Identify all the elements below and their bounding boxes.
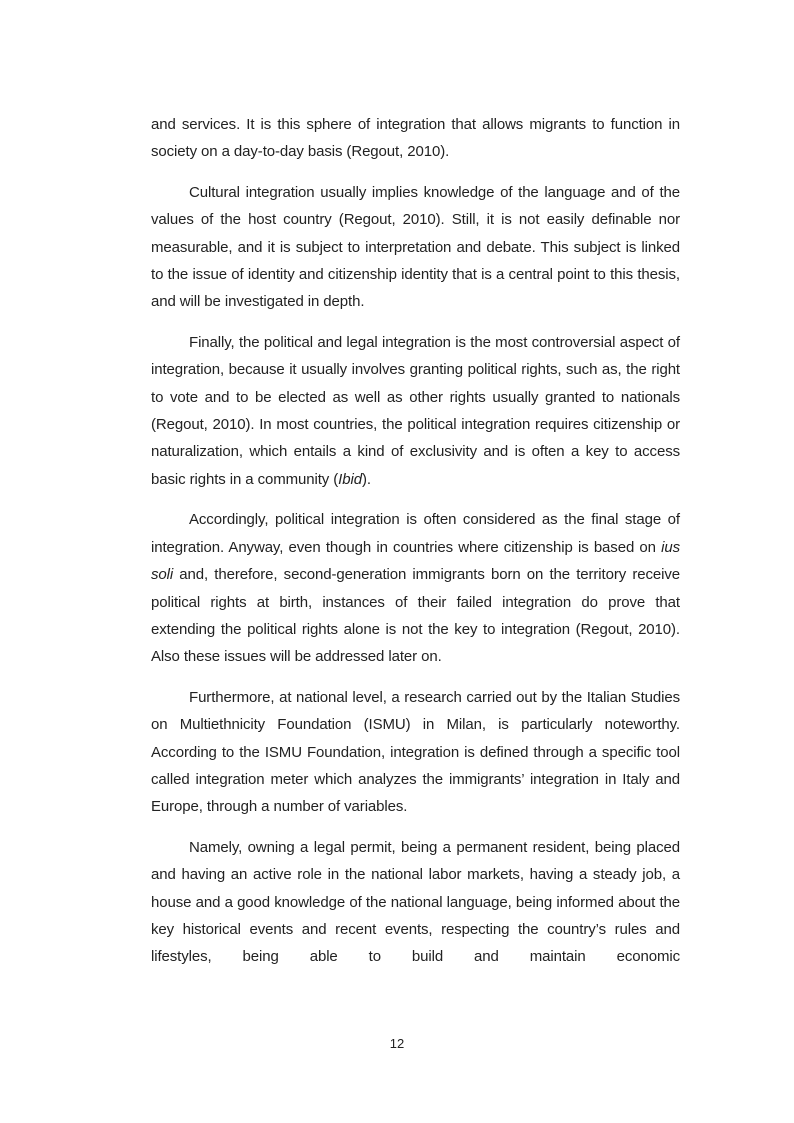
page-number: 12 xyxy=(389,1036,405,1051)
italic-term: ius soli xyxy=(151,538,680,584)
paragraph-ismu-foundation: Furthermore, at national level, a research carried out by the Italian Studies on Multiethnicity Foundation (ISMU) in Milan, is particularly noteworthy. According to the ISMU Foundation, integration is defined through a specific tool called integration meter which analyzes the immigrants’ integration in Italy and Europe, through a number of variables. xyxy=(151,688,680,816)
paragraph-final-stage xyxy=(151,506,680,670)
paragraph-text: Finally, the political and legal integration is the most controversial aspect of integration, because it usually involves granting political rights, such as, the right to vote and to be elected as well as other rights usually granted to nationals (Regout, 2010). In most countries, the political integration requires citizenship or naturalization, which entails a kind of exclusivity and is often a key to access basic rights in a community ( xyxy=(151,333,680,488)
italic-citation: Ibid xyxy=(338,470,362,488)
paragraph-text: and, therefore, second-generation immigrants born on the territory receive political rights at birth, instances of their failed integration do prove that extending the political rights alone is not the key to integration (Regout, 2010). Also these issues will be addressed later on. xyxy=(151,566,680,666)
paragraph-political-legal-integration xyxy=(151,329,680,493)
paragraph-cultural-integration: Cultural integration usually implies knowledge of the language and of the values of the host country (Regout, 2010). Still, it is not easily definable nor measurable, and it is subject to interpretation and debate. This subject is linked to the issue of identity and citizenship identity that is a central point to this thesis, and will be investigated in depth. xyxy=(151,183,680,311)
paragraph-text: Accordingly, political integration is often considered as the final stage of integration. Anyway, even though in countries where citizenship is based on xyxy=(151,511,680,556)
paragraph-integration-variables: Namely, owning a legal permit, being a permanent resident, being placed and having an active role in the national labor markets, having a steady job, a house and a good knowledge of the national language, being informed about the key historical events and recent events, respecting the country’s rules and lifestyles, being able to build and maintain economic xyxy=(151,838,680,966)
paragraph-text: ). xyxy=(361,470,371,488)
paragraph-continued: and services. It is this sphere of integration that allows migrants to function in society on a day-to-day basis (Regout, 2010). xyxy=(151,116,680,161)
body-text xyxy=(151,111,680,971)
